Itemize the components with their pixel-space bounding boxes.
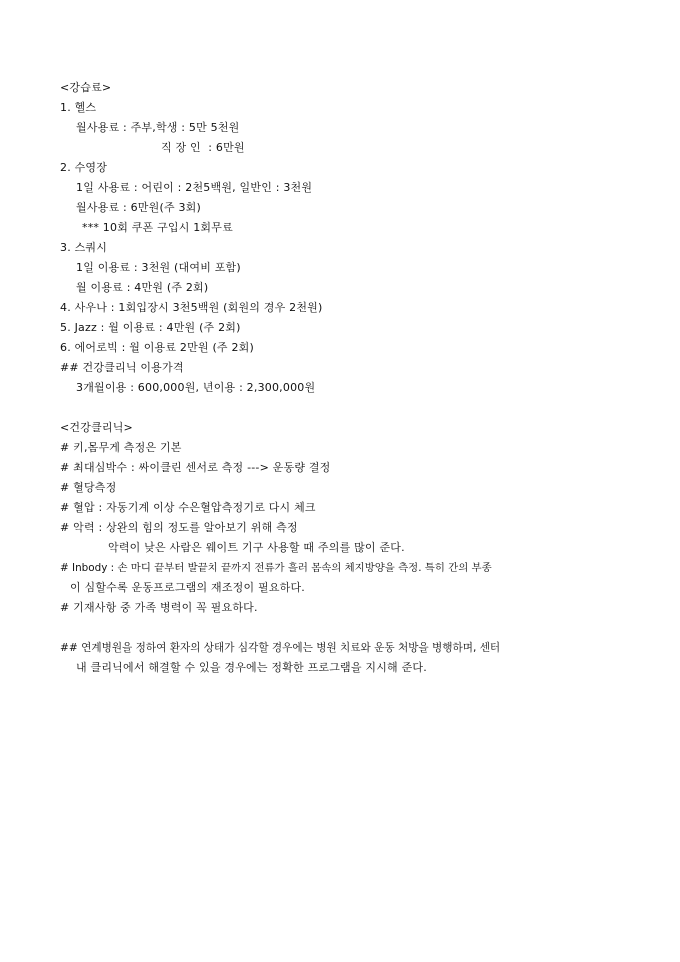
health-title: 1. 헬스 [60, 101, 97, 114]
clinic-price: 3개월이용 : 600,000원, 년이용 : 2,300,000원 [76, 381, 316, 394]
health-worker-fee: 직 장 인 : 6만원 [161, 141, 245, 154]
sauna-fee: 4. 사우나 : 1회입장시 3천5백원 (회원의 경우 2천원) [60, 301, 323, 314]
clinic-item: # 혈당측정 [60, 481, 117, 494]
aerobic-fee: 6. 에어로빅 : 월 이용료 2만원 (주 2회) [60, 341, 254, 354]
health-monthly-fee: 월사용료 : 주부,학생 : 5만 5천원 [76, 121, 240, 134]
clinic-price-title: ## 건강클리닉 이용가격 [60, 361, 184, 374]
clinic-item: # 키,몸무게 측정은 기본 [60, 441, 182, 454]
clinic-item: # Inbody : 손 마디 끝부터 발끝치 끝까지 전류가 흘러 몸속의 체지방양을 측정. 특히 간의 부종 [60, 562, 492, 574]
clinic-item: # 악력 : 상완의 힘의 정도를 알아보기 위해 측정 [60, 521, 298, 534]
clinic-item: # 기재사항 중 가족 병력이 꼭 필요하다. [60, 601, 258, 614]
clinic-item-continuation: 악력이 낮은 사람은 웨이트 기구 사용할 때 주의를 많이 준다. [108, 541, 405, 554]
swim-daily-fee: 1일 사용료 : 어린이 : 2천5백원, 일반인 : 3천원 [76, 181, 313, 194]
fees-heading: <강습료> [60, 81, 112, 94]
swim-monthly-fee: 월사용료 : 6만원(주 3회) [76, 201, 201, 214]
swim-title: 2. 수영장 [60, 161, 108, 174]
hospital-note-line1: ## 연계병원을 정하여 환자의 상태가 심각할 경우에는 병원 치료와 운동 처방을 병행하며, 센터 [60, 642, 501, 654]
clinic-item: # 최대심박수 : 싸이클린 센서로 측정 ---> 운동량 결정 [60, 461, 331, 474]
hospital-note-line2: 내 클리닉에서 해결할 수 있을 경우에는 정확한 프로그램을 지시해 준다. [76, 661, 427, 674]
squash-monthly-fee: 월 이용료 : 4만원 (주 2회) [76, 281, 209, 294]
swim-coupon-note: *** 10회 쿠폰 구입시 1회무료 [82, 221, 233, 234]
squash-daily-fee: 1일 이용료 : 3천원 (대여비 포함) [76, 261, 241, 274]
clinic-item-continuation: 이 심할수록 운동프로그램의 재조정이 필요하다. [70, 581, 306, 594]
clinic-heading: <건강클리닉> [60, 421, 133, 434]
jazz-fee: 5. Jazz : 월 이용료 : 4만원 (주 2회) [60, 321, 241, 334]
squash-title: 3. 스쿼시 [60, 241, 108, 254]
clinic-item: # 혈압 : 자동기계 이상 수은혈압측정기로 다시 체크 [60, 501, 316, 514]
